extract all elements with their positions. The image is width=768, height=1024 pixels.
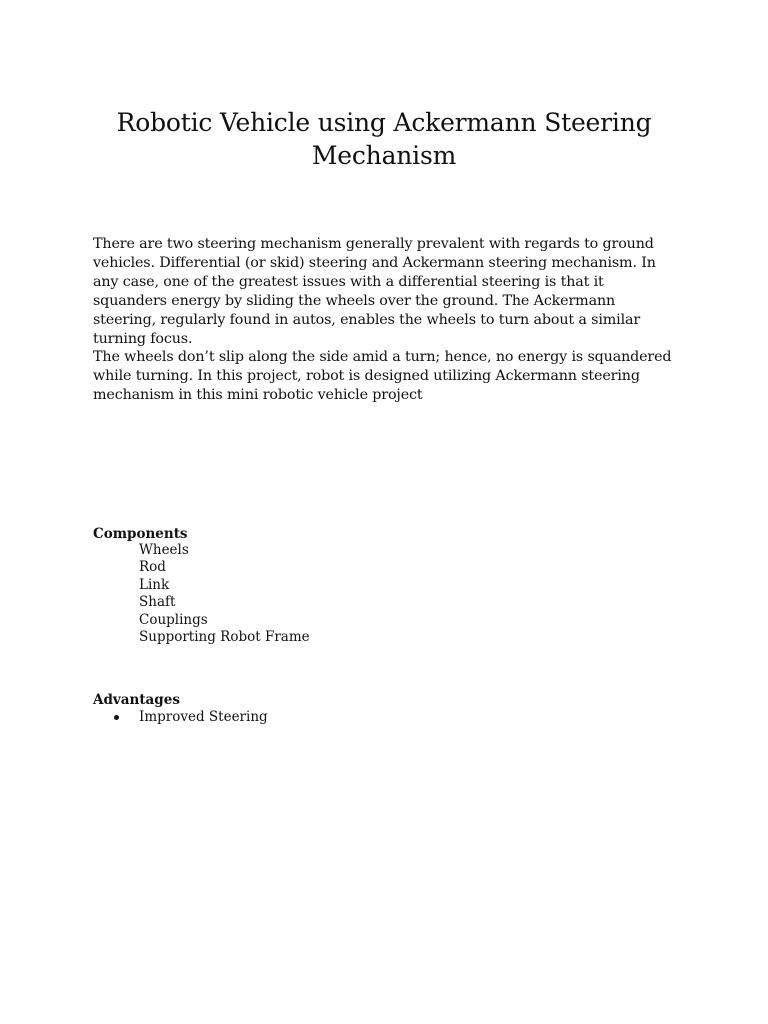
components-heading: Components: [93, 526, 188, 542]
component-item: Couplings: [139, 611, 208, 628]
advantages-heading: Advantages: [93, 692, 180, 708]
second-paragraph: The wheels don’t slip along the side amid a turn; hence, no energy is squandered while turning. In this project, robot is designed utilizing Ackermann steering mechanism in this mini robotic vehicle project: [93, 349, 672, 403]
intro-paragraph: There are two steering mechanism generally prevalent with regards to ground vehicles. Differential (or skid) steering and Ackermann steering mechanism. In any case, one of the greatest issues with a differential steering is that it squanders energy by sliding the wheels over the ground. The Ackermann steering, regularly found in autos, enables the wheels to turn about a similar turning focus.: [93, 236, 656, 347]
component-item: Shaft: [139, 594, 176, 611]
components-list: [139, 542, 310, 646]
component-item: Link: [139, 576, 170, 593]
component-item: Rod: [139, 559, 166, 576]
advantage-item: [114, 709, 268, 726]
bullet-icon: [114, 715, 119, 720]
document-title: Robotic Vehicle using Ackermann Steering Mechanism: [116, 108, 652, 170]
advantages-list: [114, 709, 268, 726]
component-item: Wheels: [139, 542, 189, 558]
component-item: Supporting Robot Frame: [139, 628, 310, 645]
advantage-item-label: Improved Steering: [139, 709, 268, 725]
